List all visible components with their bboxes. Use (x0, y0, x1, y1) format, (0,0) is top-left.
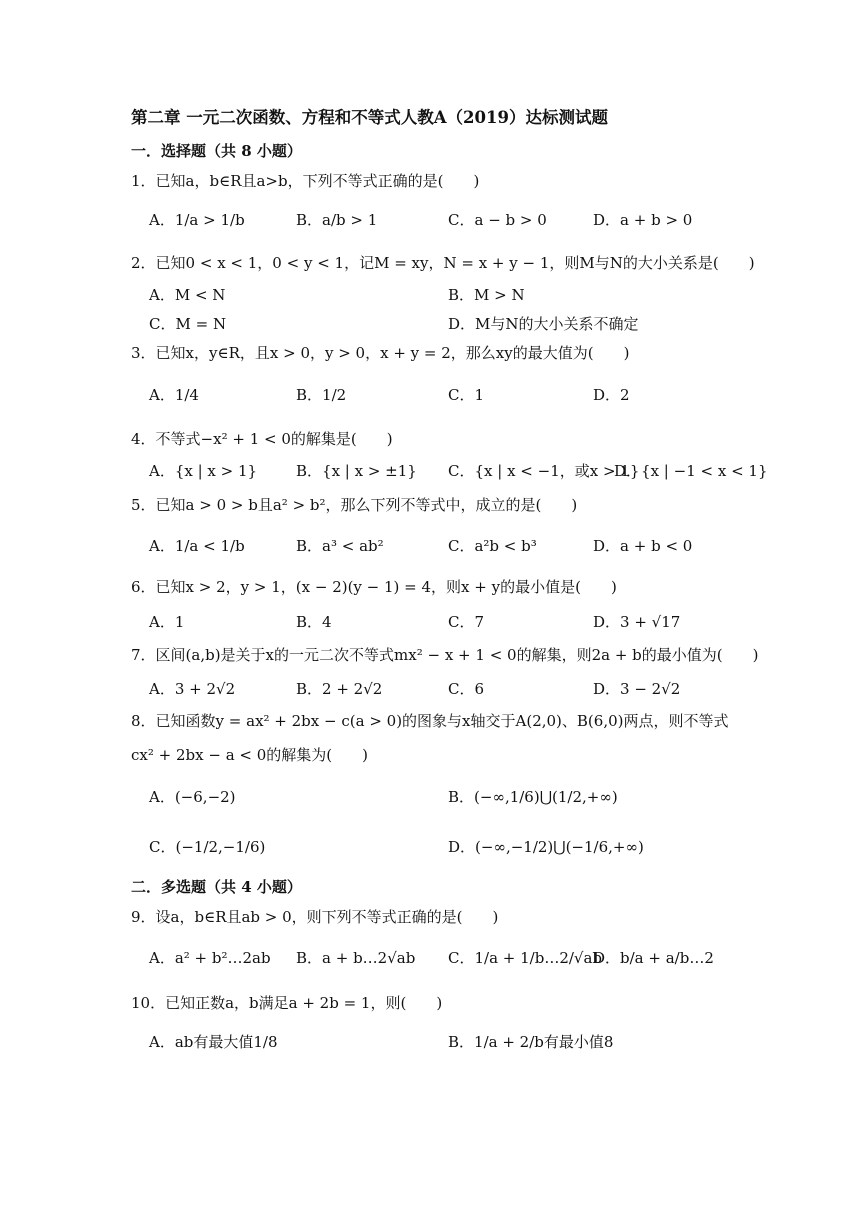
option: A．{x | x > 1} (149, 462, 258, 480)
option: D．3 − 2√2 (593, 680, 681, 698)
option: D．{x | −1 < x < 1} (614, 462, 768, 480)
option: D．M与N的大小关系不确定 (448, 315, 639, 333)
question-stem: 8．已知函数y = ax² + 2bx − c(a > 0)的图象与x轴交于A(2,0)、B(6,0)两点，则不等式cx² + 2bx − a < 0的解集为( ) (131, 712, 729, 764)
option: A．(−6,−2) (149, 788, 236, 806)
option: D．(−∞,−1/2)⋃(−1/6,+∞) (448, 838, 644, 856)
question-stem: 2．已知0 < x < 1，0 < y < 1，记M = xy，N = x + y − 1，则M与N的大小关系是( ) (131, 254, 755, 272)
question-stem: 1．已知a，b∈R且a>b，下列不等式正确的是( ) (131, 172, 480, 190)
option: A．ab有最大值1/8 (149, 1033, 278, 1051)
option: A．M < N (149, 286, 226, 304)
option: A．3 + 2√2 (149, 680, 236, 698)
option: A．1 (149, 613, 185, 631)
question-stem: 5．已知a > 0 > b且a² > b²，那么下列不等式中，成立的是( ) (131, 496, 578, 514)
option: D．a + b > 0 (593, 211, 693, 229)
option: A．1/a > 1/b (149, 211, 245, 229)
option: B．a + b…2√ab (296, 949, 416, 967)
option: C．(−1/2,−1/6) (149, 838, 266, 856)
option: B．4 (296, 613, 332, 631)
option: B．a³ < ab² (296, 537, 384, 555)
question-stem: 9．设a，b∈R且ab > 0，则下列不等式正确的是( ) (131, 908, 499, 926)
section-heading: 二．多选题（共 4 小题） (131, 878, 302, 896)
option: C．M = N (149, 315, 227, 333)
question-stem: 6．已知x > 2，y > 1，(x − 2)(y − 1) = 4，则x + y的最小值是( ) (131, 578, 617, 596)
option: C．7 (448, 613, 485, 631)
option: C．1/a + 1/b…2/√ab (448, 949, 603, 967)
option: A．1/4 (149, 386, 199, 404)
option: C．a − b > 0 (448, 211, 547, 229)
option: A．a² + b²…2ab (149, 949, 271, 967)
question-stem: 3．已知x，y∈R，且x > 0，y > 0，x + y = 2，那么xy的最大值为( ) (131, 344, 630, 362)
option: C．a²b < b³ (448, 537, 537, 555)
option: D．a + b < 0 (593, 537, 693, 555)
option: C．1 (448, 386, 485, 404)
option: B．2 + 2√2 (296, 680, 383, 698)
option: B．M > N (448, 286, 525, 304)
option: D．b/a + a/b…2 (593, 949, 714, 967)
option: C．6 (448, 680, 485, 698)
option: D．3 + √17 (593, 613, 681, 631)
section-heading: 一．选择题（共 8 小题） (131, 142, 302, 160)
option: D．2 (593, 386, 630, 404)
question-stem: 4．不等式−x² + 1 < 0的解集是( ) (131, 430, 393, 448)
question-stem: 7．区间(a,b)是关于x的一元二次不等式mx² − x + 1 < 0的解集，则2a + b的最小值为( ) (131, 646, 759, 664)
option: B．a/b > 1 (296, 211, 378, 229)
option: B．1/2 (296, 386, 347, 404)
question-stem: 10．已知正数a，b满足a + 2b = 1，则( ) (131, 994, 443, 1012)
option: B．{x | x > ±1} (296, 462, 417, 480)
option: C．{x | x < −1，或x > 1} (448, 462, 640, 480)
option: A．1/a < 1/b (149, 537, 245, 555)
page-title: 第二章 一元二次函数、方程和不等式人教A（2019）达标测试题 (131, 108, 608, 127)
option: B．(−∞,1/6)⋃(1/2,+∞) (448, 788, 618, 806)
option: B．1/a + 2/b有最小值8 (448, 1033, 614, 1051)
